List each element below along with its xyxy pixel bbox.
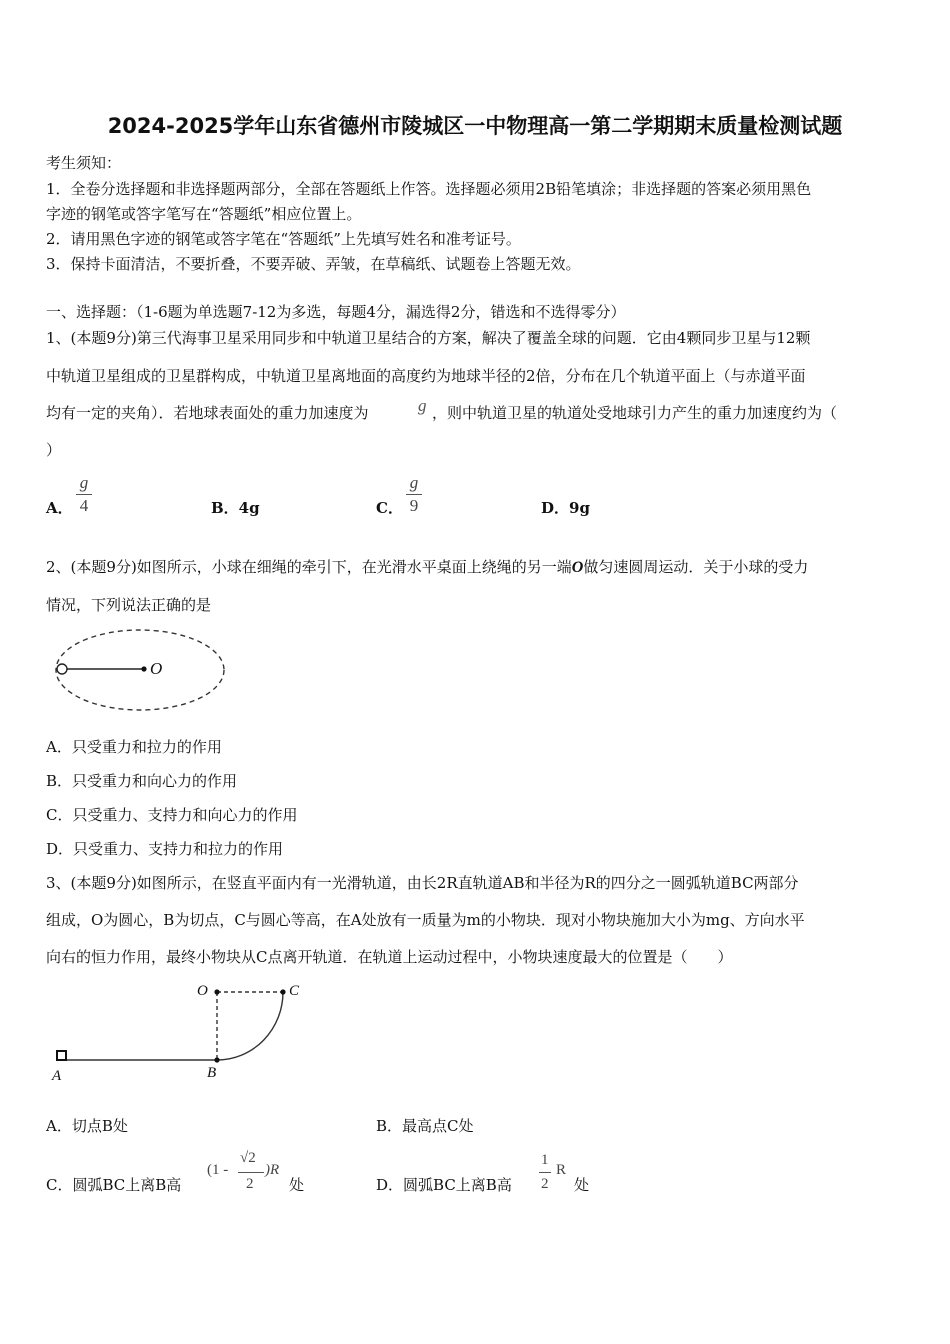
- q1-line: ，则中轨道卫星的轨道处受地球引力产生的重力加速度约为（: [432, 404, 838, 422]
- q3-option-d-suffix: 处: [574, 1176, 590, 1194]
- fraction-bar: [238, 1172, 264, 1173]
- section-heading: 一、选择题：（1-6题为单选题7-12为多选，每题4分，漏选得2分，错选和不选得零分）: [46, 303, 626, 321]
- q3-line: 3、(本题9分)如图所示，在竖直平面内有一光滑轨道，由长2R直轨道AB和半径为R的四分之一圆弧轨道BC两部分: [46, 874, 799, 892]
- q2-option-d: D．只受重力、支持力和拉力的作用: [46, 840, 284, 858]
- q1-option-a-denominator: 4: [79, 496, 89, 515]
- q3-figure-label-c: C: [289, 983, 300, 999]
- q3-line: 组成，O为圆心，B为切点，C与圆心等高，在A处放有一质量为m的小物块．现对小物块施加大小为mg、方向水平: [46, 911, 805, 929]
- q2-o-point: O: [571, 559, 584, 576]
- q1-line: 1、(本题9分)第三代海事卫星采用同步和中轨道卫星结合的方案，解决了覆盖全球的问题．它由4颗同步卫星与12颗: [46, 329, 811, 347]
- q3-option-d-numerator: 1: [541, 1152, 549, 1168]
- q3-option-d-math: R: [556, 1162, 567, 1178]
- q3-option-c-text: C．圆弧BC上离B高: [46, 1176, 182, 1194]
- q2-line-part: 2、(本题9分)如图所示，小球在细绳的牵引下，在光滑水平桌面上绕绳的另一端: [46, 558, 572, 576]
- q3-option-c-math-open: (1 -: [207, 1162, 229, 1178]
- arc-track-bc: [217, 992, 283, 1060]
- fraction-bar: [539, 1172, 551, 1173]
- q3-option-c-numerator: √2: [240, 1150, 256, 1166]
- q3-option-d-text: D．圆弧BC上离B高: [376, 1176, 512, 1194]
- q3-figure-label-a: A: [52, 1068, 62, 1084]
- q1-option-d: D．9g: [541, 499, 590, 517]
- q3-option-d-denominator: 2: [541, 1176, 549, 1192]
- q2-option-b: B．只受重力和向心力的作用: [46, 772, 238, 790]
- q1-line: ）: [46, 441, 62, 459]
- fraction-bar: [76, 494, 92, 495]
- notice-item: 3．保持卡面清洁，不要折叠，不要弄破、弄皱，在草稿纸、试题卷上答题无效。: [46, 255, 581, 273]
- q1-g-symbol: g: [418, 396, 427, 415]
- q3-figure-label-o: O: [197, 983, 208, 999]
- q2-line: [46, 556, 808, 577]
- q3-option-c-suffix: 处: [289, 1176, 305, 1194]
- q1-option-a-label: A．: [46, 499, 73, 517]
- q3-option-b: B．最高点C处: [376, 1117, 474, 1135]
- fraction-bar: [406, 494, 422, 495]
- q3-option-c-denominator: 2: [246, 1176, 254, 1192]
- center-point-icon: [141, 666, 146, 671]
- q3-track-figure: [50, 978, 310, 1088]
- notice-item: 2．请用黑色字迹的钢笔或答字笔在“答题纸”上先填写姓名和准考证号。: [46, 230, 521, 248]
- q1-line: 中轨道卫星组成的卫星群构成，中轨道卫星离地面的高度约为地球半径的2倍，分布在几个轨道平面上（与赤道平面: [46, 367, 806, 385]
- q1-option-c-denominator: 9: [409, 496, 419, 515]
- notice-item: 字迹的钢笔或答字笔写在“答题纸”相应位置上。: [46, 205, 362, 223]
- q2-line: 情况，下列说法正确的是: [46, 596, 212, 614]
- notice-item: 1．全卷分选择题和非选择题两部分，全部在答题纸上作答。选择题必须用2B铅笔填涂；非选择题的答案必须用黑色: [46, 180, 812, 198]
- point-o-icon: [214, 989, 219, 994]
- q3-figure-label-b: B: [207, 1065, 217, 1081]
- point-c-icon: [280, 989, 285, 994]
- q1-option-c-numerator: g: [409, 473, 419, 492]
- q2-line-part: 做匀速圆周运动．关于小球的受力: [583, 558, 809, 576]
- q3-line: 向右的恒力作用，最终小物块从C点离开轨道．在轨道上运动过程中，小物块速度最大的位置是（ ）: [46, 948, 733, 966]
- q1-option-c-label: C．: [376, 499, 403, 517]
- q1-line: 均有一定的夹角）．若地球表面处的重力加速度为: [46, 404, 369, 422]
- point-b-icon: [214, 1057, 219, 1062]
- q1-option-a-numerator: g: [79, 473, 89, 492]
- q3-option-c-math-close: )R: [265, 1162, 280, 1178]
- block-icon: [57, 1051, 66, 1060]
- q1-option-b: B．4g: [211, 499, 260, 517]
- page-title: 2024-2025学年山东省德州市陵城区一中物理高一第二学期期末质量检测试题: [107, 114, 843, 138]
- q2-option-c: C．只受重力、支持力和向心力的作用: [46, 806, 298, 824]
- q2-figure-label-o: O: [150, 659, 163, 678]
- notice-heading: 考生须知：: [46, 154, 122, 172]
- q3-option-a: A．切点B处: [46, 1117, 128, 1135]
- ball-icon: [57, 664, 67, 674]
- q2-option-a: A．只受重力和拉力的作用: [46, 738, 222, 756]
- dashed-orbit: [56, 630, 224, 710]
